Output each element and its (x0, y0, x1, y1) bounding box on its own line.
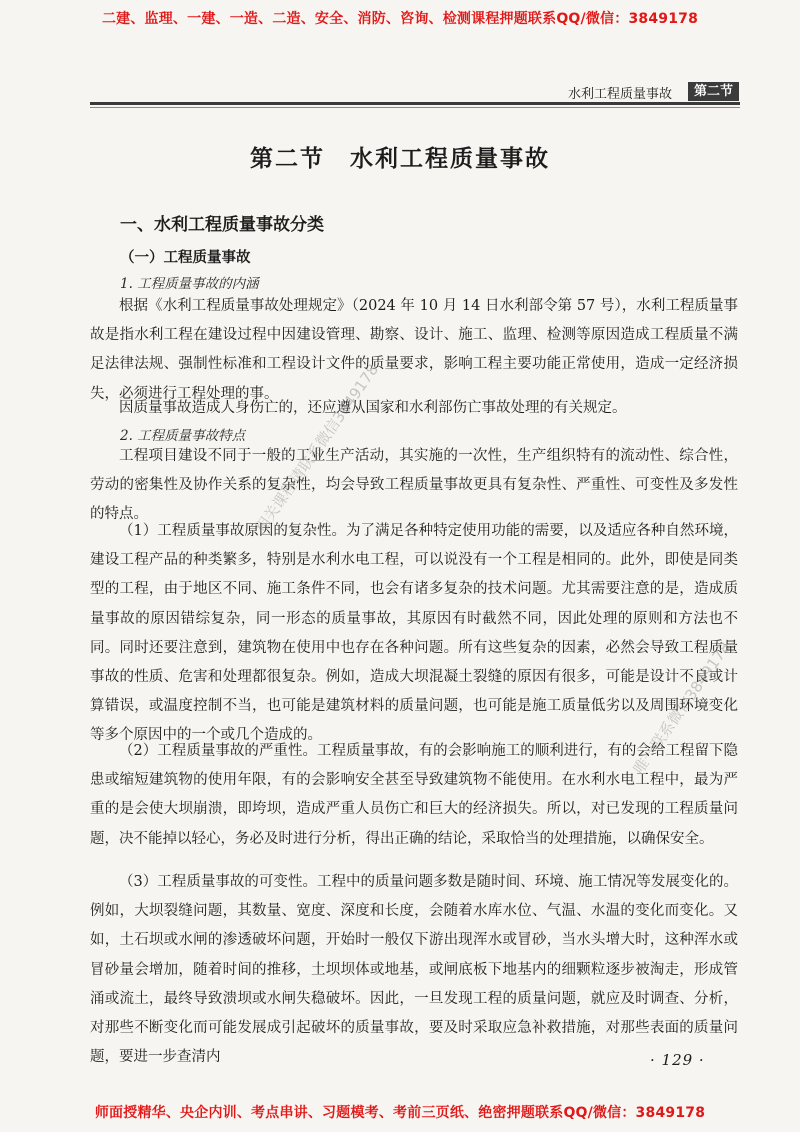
heading-accident-definition: 1. 工程质量事故的内涵 (120, 276, 259, 292)
heading-accident-characteristics: 2. 工程质量事故特点 (120, 428, 246, 444)
footer-promo-banner: 师面授精华、央企内训、考点串讲、习题模考、考前三页纸、绝密押题联系QQ/微信：3849178 (94, 1105, 706, 1121)
running-head-title: 水利工程质量事故 (568, 87, 673, 102)
header-rule-thick (90, 102, 740, 105)
header-rule-thin (90, 107, 740, 108)
running-head (560, 82, 742, 102)
paragraph-casualty-rule: 因质量事故造成人身伤亡的，还应遵从国家和水利部伤亡事故处理的有关规定。 (119, 400, 627, 416)
watermark-diagonal-right: 唯一联系微信3849178 (629, 638, 735, 778)
paragraph-definition: 根据《水利工程质量事故处理规定》（2024 年 10 月 14 日水利部令第 57 号），水利工程质量事故是指水利工程在建设过程中因建设管理、勘察、设计、施工、监理、检测等原因造成工程质量不满足法律法规、强制性标准和工程设计文件的质量要求，影响工程主要功能正常使用，造成一定经济损失，必须进行工程处理的事。 (90, 298, 738, 402)
paragraph-severity: （2）工程质量事故的严重性。工程质量事故，有的会影响施工的顺利进行，有的会给工程留下隐患或缩短建筑物的使用年限，有的会影响安全甚至导致建筑物不能使用。在水利水电工程中，最为严重的是会使大坝崩溃，即垮坝，造成严重人员伤亡和巨大的经济损失。所以，对已发现的工程质量问题，决不能掉以轻心，务必及时进行分析，得出正确的结论，采取恰当的处理措施，以确保安全。 (90, 743, 738, 847)
paragraph-variability: （3）工程质量事故的可变性。工程中的质量问题多数是随时间、环境、施工情况等发展变化的。例如，大坝裂缝问题，其数量、宽度、深度和长度，会随着水库水位、气温、水温的变化而变化。又如，土石坝或水闸的渗透破坏问题，开始时一般仅下游出现浑水或冒砂，当水头增大时，这种浑水或冒砂量会增加，随着时间的推移，土坝坝体或地基，或闸底板下地基内的细颗粒逐步被淘走，形成管涌或流土，最终导致溃坝或水闸失稳破坏。因此，一旦发现工程的质量问题，就应及时调查、分析，对那些不断变化而可能发展成引起破坏的质量事故，要及时采取应急补救措施，对那些表面的质量问题，要进一步查清内 (90, 874, 738, 1066)
page-number: · 129 · (650, 1051, 705, 1069)
heading-classification: 一、水利工程质量事故分类 (120, 215, 324, 235)
paragraph-characteristics-intro: 工程项目建设不同于一般的工业生产活动，其实施的一次性，生产组织特有的流动性、综合性，劳动的密集性及协作关系的复杂性，均会导致工程质量事故更具有复杂性、严重性、可变性及多发性的特点。 (90, 448, 738, 523)
section-title: 第二节 水利工程质量事故 (250, 146, 550, 172)
watermark-diagonal: 相关课程请联系微信3849178 (251, 360, 383, 537)
paragraph-complexity: （1）工程质量事故原因的复杂性。为了满足各种特定使用功能的需要，以及适应各种自然环境，建设工程产品的种类繁多，特别是水利水电工程，可以说没有一个工程是相同的。此外，即使是同类型的工程，由于地区不同、施工条件不同，也会有诸多复杂的技术问题。尤其需要注意的是，造成质量事故的原因错综复杂，同一形态的质量事故，其原因有时截然不同，因此处理的原则和方法也不同。同时还要注意到，建筑物在使用中也存在各种问题。所有这些复杂的因素，必然会导致工程质量事故的性质、危害和处理都很复杂。例如，造成大坝混凝土裂缝的原因有很多，可能是设计不良或计算错误，或温度控制不当，也可能是建筑材料的质量问题，也可能是施工质量低劣以及周围环境变化等多个原因中的一个或几个造成的。 (90, 523, 738, 744)
header-promo-banner: 二建、监理、一建、一造、二造、安全、消防、咨询、检测课程押题联系QQ/微信：3849178 (101, 11, 699, 27)
heading-quality-accident: （一）工程质量事故 (120, 250, 251, 266)
running-head-section-tab: 第二节 (688, 82, 739, 101)
